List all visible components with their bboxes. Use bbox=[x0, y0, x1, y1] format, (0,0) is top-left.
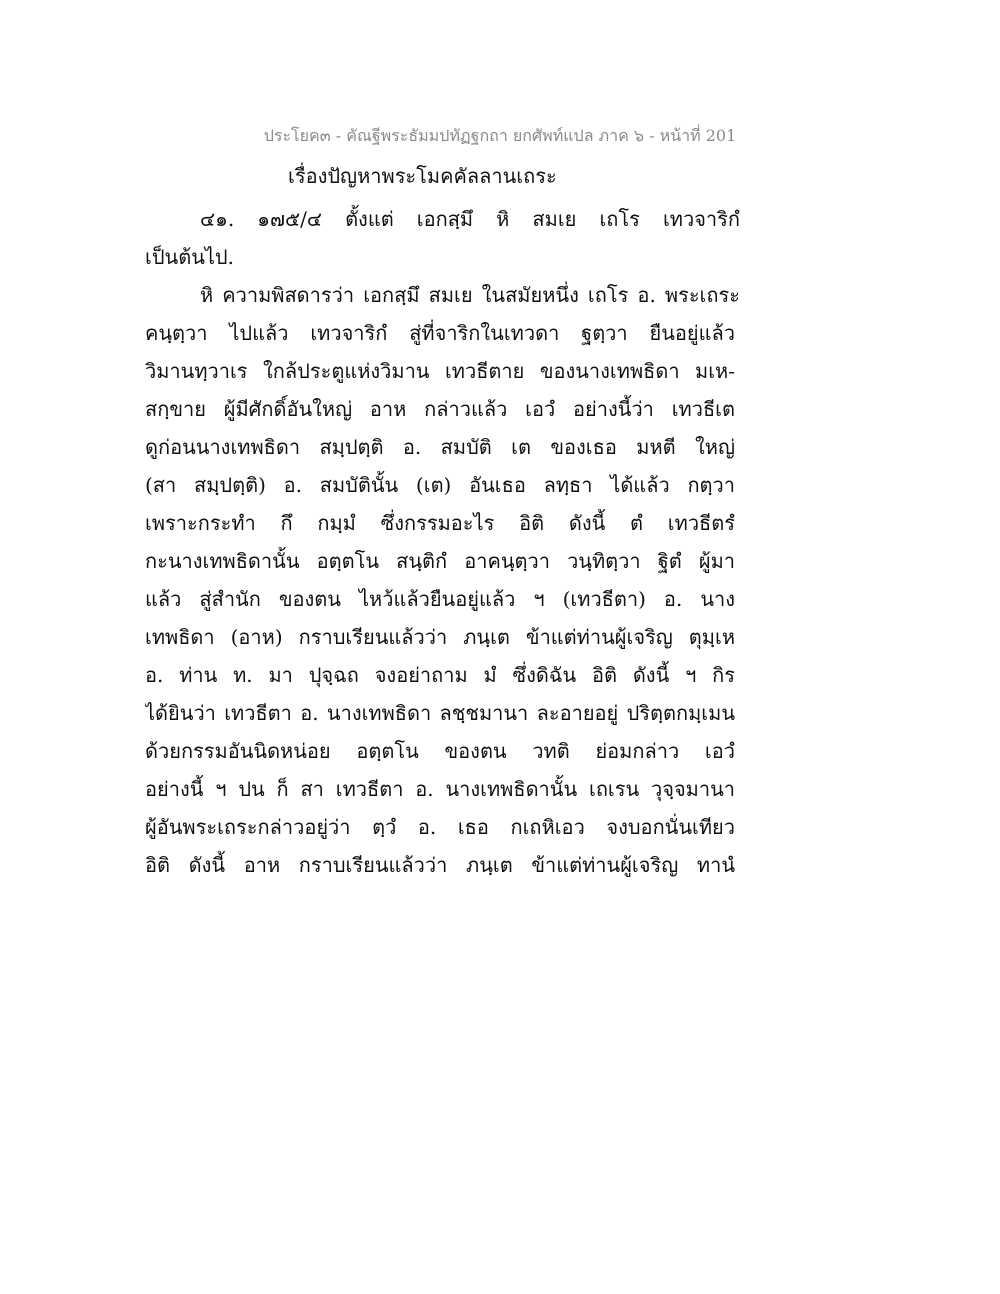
text-line: ดูก่อนนางเทพธิดา สมฺปตฺติ อ. สมบัติ เต ของเธอ มหตี ใหญ่ bbox=[145, 435, 735, 459]
text-line: เพราะกระทำ กึ กมฺมํ ซึ่งกรรมอะไร อิติ ดังนี้ ตํ เทวธีตรํ bbox=[145, 511, 735, 535]
text-line: ด้วยกรรมอันนิดหน่อย อตฺตโน ของตน วทติ ย่อมกล่าว เอวํ bbox=[145, 739, 735, 763]
story-title: เรื่องปัญหาพระโมคคัลลานเถระ bbox=[288, 164, 557, 188]
text-line: แล้ว สู่สำนัก ของตน ไหว้แล้วยืนอยู่แล้ว ฯ (เทวธีตา) อ. นาง bbox=[145, 587, 735, 611]
text-line: หิ ความพิสดารว่า เอกสฺมึ สมเย ในสมัยหนึ่ง เถโร อ. พระเถระ bbox=[200, 283, 740, 307]
text-line: ผู้อันพระเถระกล่าวอยู่ว่า ตฺวํ อ. เธอ กเถหิเอว จงบอกนั่นเทียว bbox=[145, 815, 735, 839]
text-line: เป็นต้นไป. bbox=[145, 245, 234, 269]
text-line: ๔๑. ๑๗๕/๔ ตั้งแต่ เอกสฺมึ หิ สมเย เถโร เทวจาริกํ bbox=[200, 207, 740, 231]
text-line: เทพธิดา (อาห) กราบเรียนแล้วว่า ภนฺเต ข้าแต่ท่านผู้เจริญ ตุมฺเห bbox=[145, 625, 735, 649]
text-line: (สา สมฺปตฺติ) อ. สมบัตินั้น (เต) อันเธอ ลทฺธา ได้แล้ว กตฺวา bbox=[145, 473, 735, 497]
text-line: กะนางเทพธิดานั้น อตฺตโน สนฺติกํ อาคนฺตฺวา วนฺทิตฺวา ฐิตํ ผู้มา bbox=[145, 549, 735, 573]
text-line: อิติ ดังนี้ อาห กราบเรียนแล้วว่า ภนฺเต ข้าแต่ท่านผู้เจริญ ทานํ bbox=[145, 853, 735, 877]
text-line: ได้ยินว่า เทวธีตา อ. นางเทพธิดา ลชฺชมานา ละอายอยู่ ปริตฺตกมฺเมน bbox=[145, 701, 735, 725]
text-line: อย่างนี้ ฯ ปน ก็ สา เทวธีตา อ. นางเทพธิดานั้น เถเรน วุจฺจมานา bbox=[145, 777, 735, 801]
text-line: สกฺขาย ผู้มีศักดิ์อันใหญ่ อาห กล่าวแล้ว เอวํ อย่างนี้ว่า เทวธีเต bbox=[145, 397, 735, 421]
text-line: อ. ท่าน ท. มา ปุจฺฉถ จงอย่าถาม มํ ซึ่งดิฉัน อิติ ดังนี้ ฯ กิร bbox=[145, 663, 735, 687]
text-line: คนฺตฺวา ไปแล้ว เทวจาริกํ สู่ที่จาริกในเทวดา ฐตฺวา ยืนอยู่แล้ว bbox=[145, 321, 735, 345]
page-header: ประโยค๓ - คัณฐีพระธัมมปทัฏฐกถา ยกศัพท์แปล ภาค ๖ - หน้าที่ 201 bbox=[263, 126, 737, 145]
text-line: วิมานทฺวาเร ใกล้ประตูแห่งวิมาน เทวธีตาย ของนางเทพธิดา มเห- bbox=[145, 359, 735, 383]
